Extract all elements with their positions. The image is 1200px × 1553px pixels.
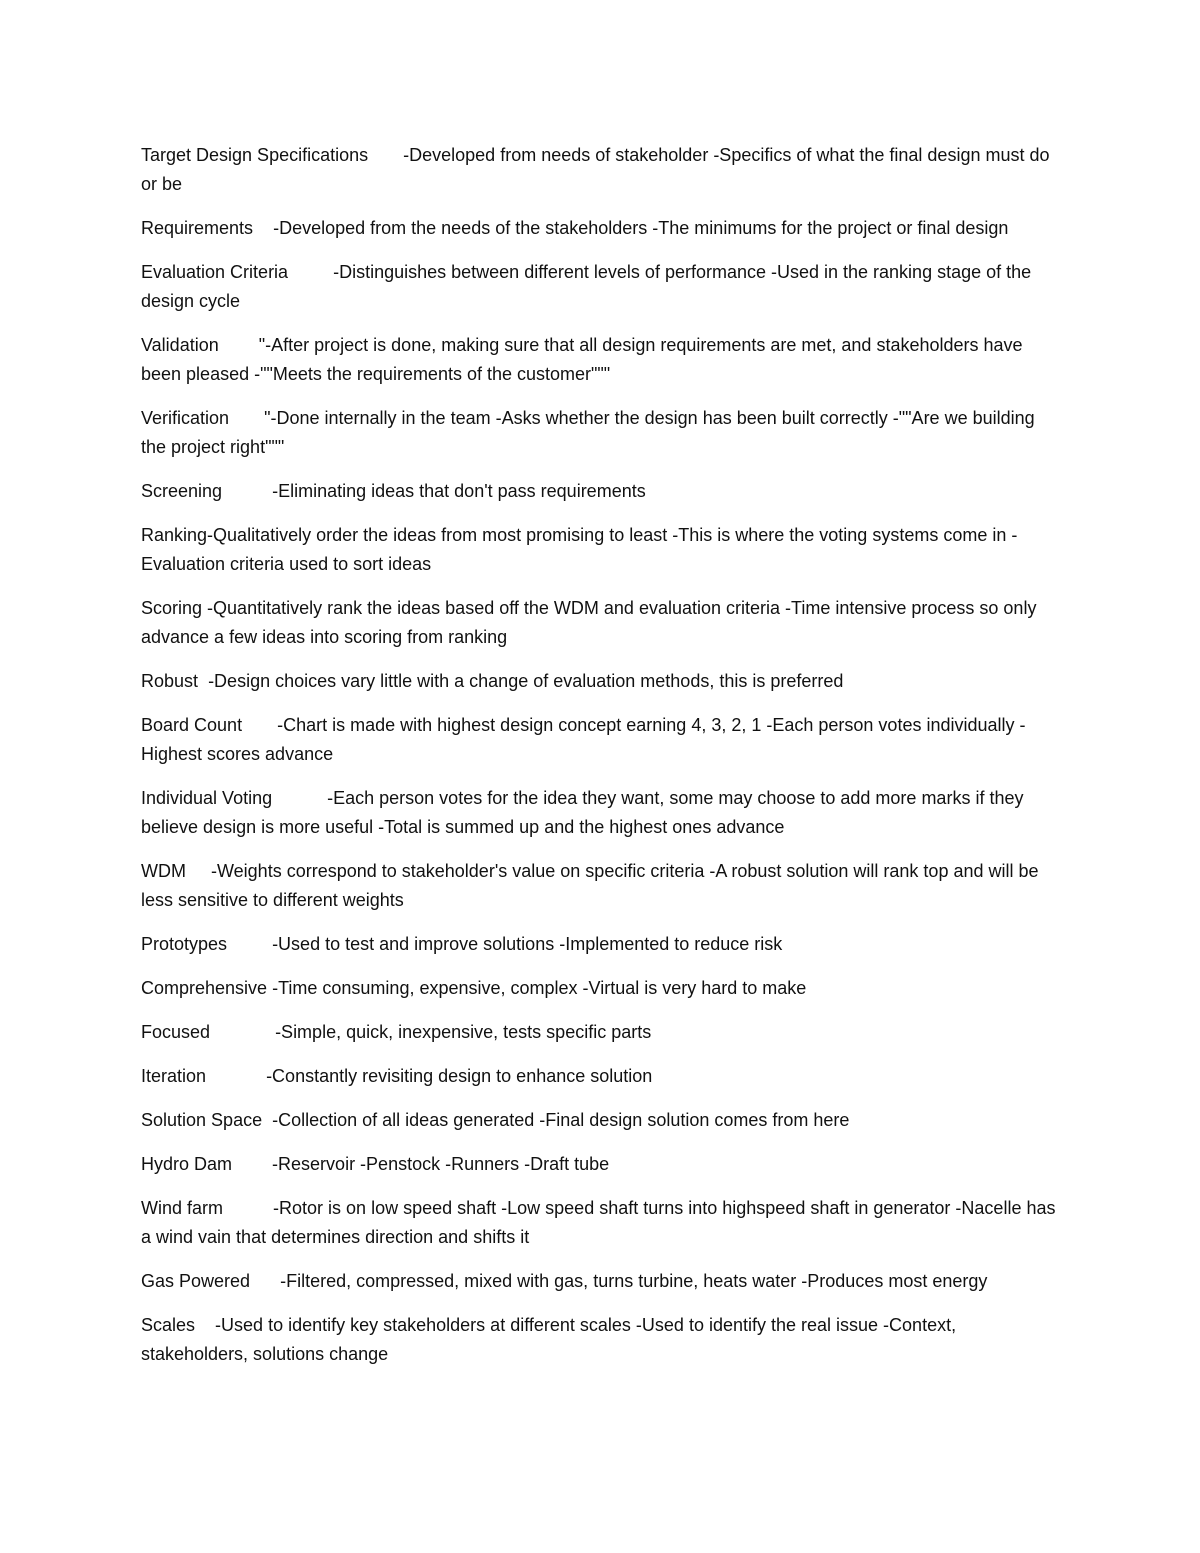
term: Validation: [141, 335, 219, 355]
term: Iteration: [141, 1066, 207, 1086]
term: Gas Powered: [141, 1271, 251, 1291]
entry-verification: [141, 404, 1061, 462]
term: Individual Voting: [141, 788, 273, 808]
entry-evaluation-criteria: [141, 258, 1061, 316]
definition: -Chart is made with highest design concept earning 4, 3, 2, 1 -Each person votes individually -Highest scores advance: [141, 715, 1026, 764]
entry-scoring: [141, 594, 1061, 652]
entry-focused: [141, 1018, 1061, 1047]
entry-comprehensive: [141, 974, 1061, 1003]
definition: -Reservoir -Penstock -Runners -Draft tube: [272, 1154, 610, 1174]
entry-requirements: [141, 214, 1061, 243]
definition: -Developed from needs of stakeholder -Specifics of what the final design must do or be: [141, 145, 1050, 194]
entry-ranking: [141, 521, 1061, 579]
definition: "-Done internally in the team -Asks whether the design has been built correctly -""Are we building the project right""": [141, 408, 1035, 457]
definition: -Distinguishes between different levels of performance -Used in the ranking stage of the design cycle: [141, 262, 1032, 311]
entry-validation: [141, 331, 1061, 389]
definition: -Used to test and improve solutions -Implemented to reduce risk: [272, 934, 783, 954]
definition: -Weights correspond to stakeholder's value on specific criteria -A robust solution will rank top and will be less sensitive to different weights: [141, 861, 1039, 910]
term: Verification: [141, 408, 230, 428]
entry-hydro-dam: [141, 1150, 1061, 1179]
definition: -Simple, quick, inexpensive, tests specific parts: [275, 1022, 652, 1042]
term: Wind farm: [141, 1198, 224, 1218]
term: Solution Space: [141, 1110, 263, 1130]
entry-wdm: [141, 857, 1061, 915]
definition: -Developed from the needs of the stakeholders -The minimums for the project or final design: [273, 218, 1009, 238]
definition: -Filtered, compressed, mixed with gas, turns turbine, heats water -Produces most energy: [280, 1271, 988, 1291]
term: Comprehensive: [141, 978, 268, 998]
definition: -Collection of all ideas generated -Final design solution comes from here: [272, 1110, 850, 1130]
definition: -Design choices vary little with a change of evaluation methods, this is preferred: [208, 671, 844, 691]
term: Board Count: [141, 715, 243, 735]
entry-wind-farm: [141, 1194, 1061, 1252]
definition: -Eliminating ideas that don't pass requirements: [272, 481, 646, 501]
definition: -Used to identify key stakeholders at different scales -Used to identify the real issue -Context, stakeholders, solutions change: [141, 1315, 957, 1364]
term: Evaluation Criteria: [141, 262, 289, 282]
definition: -Constantly revisiting design to enhance solution: [266, 1066, 653, 1086]
entry-screening: [141, 477, 1061, 506]
entry-scales: [141, 1311, 1061, 1369]
definition: -Qualitatively order the ideas from most promising to least -This is where the voting systems come in -Evaluation criteria used to sort ideas: [141, 525, 1018, 574]
term: Prototypes: [141, 934, 228, 954]
entry-gas-powered: [141, 1267, 1061, 1296]
entry-robust: [141, 667, 1061, 696]
term: Scales: [141, 1315, 196, 1335]
term: Focused: [141, 1022, 211, 1042]
term: Ranking: [141, 525, 208, 545]
entry-board-count: [141, 711, 1061, 769]
entry-individual-voting: [141, 784, 1061, 842]
flashcard-list: [141, 141, 1061, 1384]
term: Robust: [141, 671, 199, 691]
definition: -Rotor is on low speed shaft -Low speed shaft turns into highspeed shaft in generator -Nacelle has a wind vain that determines direction and shifts it: [141, 1198, 1056, 1247]
definition: "-After project is done, making sure that all design requirements are met, and stakeholders have been pleased -""Meets the requirements of the customer""": [141, 335, 1023, 384]
term: WDM: [141, 861, 186, 881]
term: Scoring: [141, 598, 203, 618]
entry-iteration: [141, 1062, 1061, 1091]
entry-prototypes: [141, 930, 1061, 959]
entry-solution-space: [141, 1106, 1061, 1135]
term: Screening: [141, 481, 223, 501]
term: Requirements: [141, 218, 254, 238]
definition: -Time consuming, expensive, complex -Virtual is very hard to make: [272, 978, 807, 998]
definition: -Each person votes for the idea they want, some may choose to add more marks if they believe design is more useful -Total is summed up and the highest ones advance: [141, 788, 1024, 837]
term: Hydro Dam: [141, 1154, 233, 1174]
term: Target Design Specifications: [141, 145, 369, 165]
definition: -Quantitatively rank the ideas based off the WDM and evaluation criteria -Time intensive process so only advance a few ideas into scoring from ranking: [141, 598, 1037, 647]
entry-target-design-specifications: [141, 141, 1061, 199]
